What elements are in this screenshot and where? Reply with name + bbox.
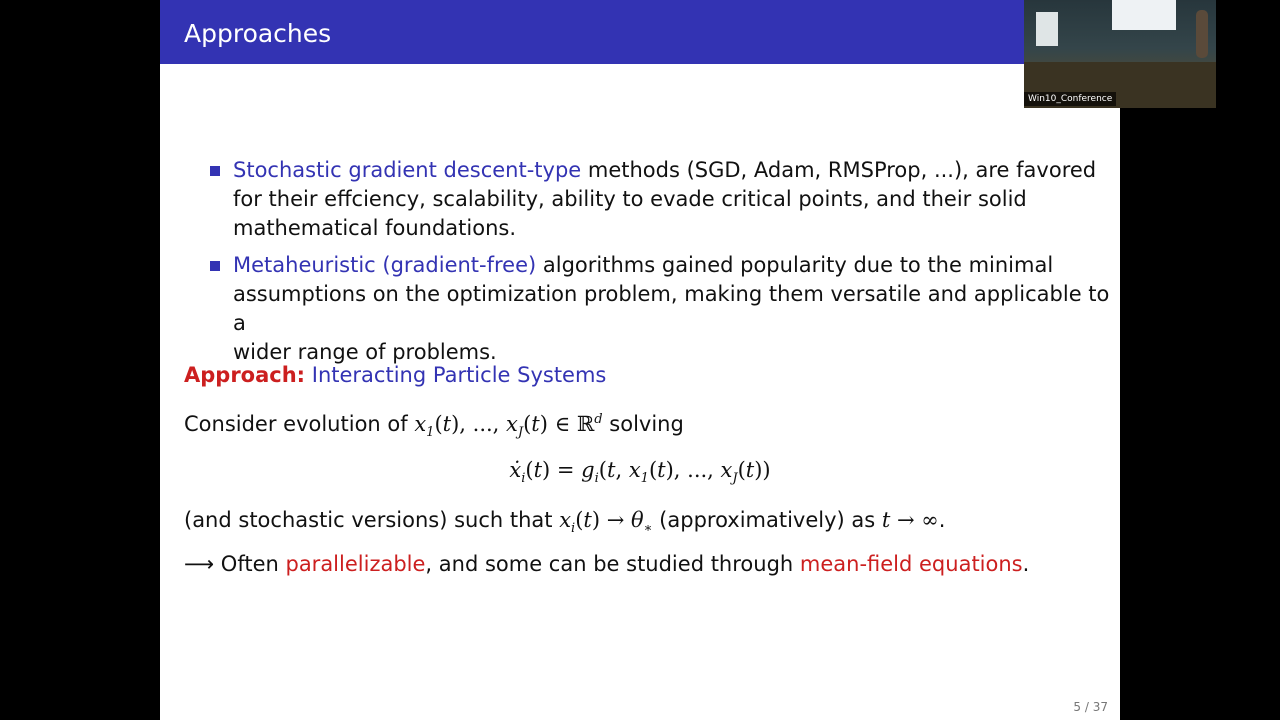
bullet-line1-rest: methods (SGD, Adam, RMSProp, ...), are favored [581, 158, 1097, 182]
mean-field-text: mean-field equations [799, 552, 1023, 576]
often-middle: , and some can be studied through [425, 552, 800, 576]
consider-suffix: solving [602, 412, 684, 436]
approach-line [184, 361, 606, 390]
webcam-label: Win10_Conference [1024, 92, 1116, 106]
math-inline: t → ∞ [881, 508, 939, 532]
math-inline: $x_i(t) \to \theta_∗$ [559, 508, 653, 537]
bullet-line2: for their effciency, scalability, ability to evade critical points, and their solid [233, 187, 1027, 211]
stochastic-prefix: (and stochastic versions) such that [184, 508, 560, 532]
equation-lhs: ẋ$_i$(t) = $g_i(t$, $x_1(t)$, ..., $x_J(t)$) [509, 458, 771, 487]
consider-line [184, 405, 684, 447]
bullet-marker [210, 166, 220, 176]
webcam-flipchart [1036, 12, 1058, 46]
bullet-item-sgd [233, 156, 1113, 243]
bullet-highlight: Metaheuristic (gradient-free) [233, 253, 537, 277]
slide [160, 0, 1120, 720]
slide-title: Approaches [184, 19, 332, 48]
often-prefix: Often [214, 552, 286, 576]
approach-label: Approach: [184, 363, 306, 387]
bullet-line1-rest: algorithms gained popularity due to the minimal [536, 253, 1054, 277]
webcam-projector-screen [1112, 0, 1176, 30]
bullet-highlight: Stochastic gradient descent-type [233, 158, 582, 182]
bullet-item-metaheuristic [233, 251, 1113, 367]
webcam-presenter [1196, 10, 1208, 58]
webcam-feed[interactable] [1024, 0, 1216, 108]
often-suffix: . [1022, 552, 1030, 576]
stochastic-line: (and stochastic versions) such that $x_i(t) \to \theta_∗$ (approximatively) as t → ∞. [184, 508, 946, 537]
math-inline: $x_1(t)$, ..., $x_J(t)$ ∈ ℝ$^d$ [414, 412, 603, 441]
approach-value: Interacting Particle Systems [311, 363, 607, 387]
often-line [184, 550, 1029, 579]
parallelizable-text: parallelizable [285, 552, 426, 576]
bullet-line2: assumptions on the optimization problem, making them versatile and applicable to a [233, 282, 1110, 335]
bullet-marker [210, 261, 220, 271]
arrow-icon: ⟶ [184, 552, 215, 576]
slide-content [160, 0, 1120, 720]
consider-prefix: Consider evolution of [184, 412, 415, 436]
display-equation [160, 455, 1120, 494]
bullet-line3: mathematical foundations. [233, 216, 517, 240]
bullet-line3: wider range of problems. [233, 340, 497, 364]
page-number: 5 / 37 [1073, 700, 1108, 714]
stochastic-middle: (approximatively) as [652, 508, 882, 532]
